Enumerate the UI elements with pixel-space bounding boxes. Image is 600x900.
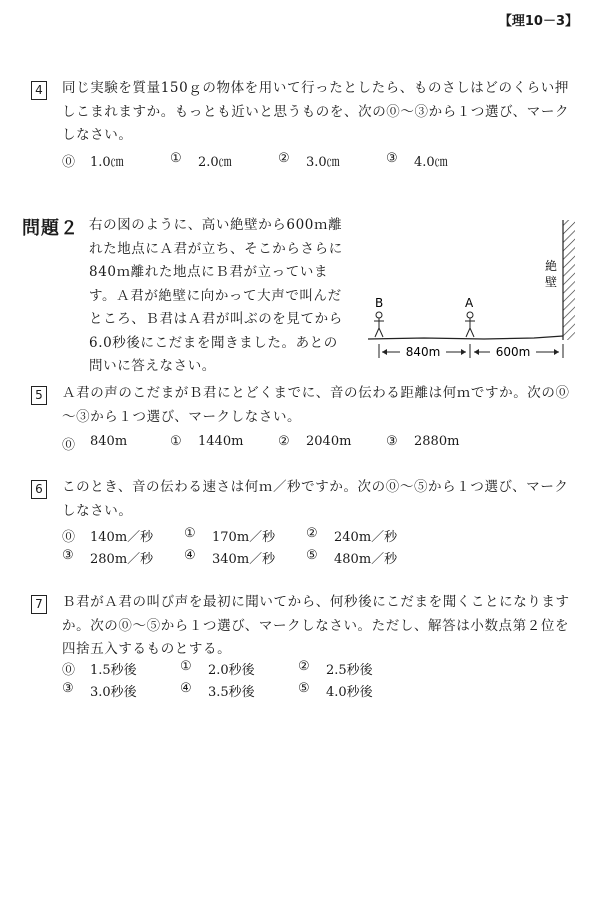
question-7-number: 7 [31,595,47,614]
choice-text: 840m [90,434,128,449]
choice[interactable] [62,548,184,570]
choice-number: ② [306,526,318,541]
choice-text: 4.0秒後 [326,685,373,700]
choice-text: 140m／秒 [90,530,154,545]
choice-number: ⓪ [62,663,76,678]
arrow-head [382,349,387,355]
choice-number: ② [298,659,310,674]
choice-text: 240m／秒 [334,530,398,545]
choice-text: 280m／秒 [90,552,154,567]
question-4-choices [62,151,494,173]
choice-number: ③ [62,681,74,696]
arrow-head [461,349,466,355]
choice[interactable] [62,151,170,173]
question-5-choices [62,434,494,456]
choice-text: 2880m [414,434,460,449]
person-b [374,312,384,337]
choice[interactable] [386,434,494,456]
question-5-text: Ａ君の声のこだまがＢ君にとどくまでに、音の伝わる距離は何ｍですか。次の⓪～③から１つ選び、マークしなさい。 [62,385,570,425]
arrow-head [554,349,559,355]
choice-text: 2.0㎝ [198,155,232,170]
choice-number: ③ [386,151,398,166]
question-4-text: 同じ実験を質量150ｇの物体を用いて行ったとしたら、ものさしはどのくらい押しこまれますか。もっとも近いと思うものを、次の⓪～③から１つ選び、マークしなさい。 [62,80,570,143]
choice[interactable] [180,681,298,703]
choice-text: 2040m [306,434,352,449]
arrow-head [474,349,479,355]
choice-number: ⓪ [62,155,76,170]
choice-text: 340m／秒 [212,552,276,567]
label-a: A [465,296,474,310]
choice-number: ③ [62,548,74,563]
question-6-text: このとき、音の伝わる速さは何ｍ／秒ですか。次の⓪～⑤から１つ選び、マークしなさい。 [62,479,569,519]
choice-number: ⑤ [306,548,318,563]
choice[interactable] [278,151,386,173]
ground-line [368,336,563,339]
choice-number: ④ [184,548,196,563]
choice-text: 1.5秒後 [90,663,137,678]
choice[interactable] [170,151,278,173]
choice-number: ⓪ [62,530,76,545]
choice-number: ① [184,526,196,541]
cliff-diagram [364,212,586,372]
choice-text: 170m／秒 [212,530,276,545]
choice[interactable] [170,434,278,456]
choice[interactable] [306,526,428,548]
choice[interactable] [180,659,298,681]
question-6-number: 6 [31,480,47,499]
choice-text: 1440m [198,434,244,449]
choice-number: ⓪ [62,438,76,453]
choice[interactable] [62,526,184,548]
choice-text: 2.5秒後 [326,663,373,678]
label-b: B [375,296,384,310]
choice[interactable] [62,659,180,681]
choice-number: ② [278,151,290,166]
choice[interactable] [62,681,180,703]
cliff-label-1: 絶 [545,259,558,273]
choice-text: 4.0㎝ [414,155,448,170]
choice-text: 480m／秒 [334,552,398,567]
cliff-label-2: 壁 [545,275,558,289]
choice-number: ③ [386,434,398,449]
distance-b-a: 840m [405,345,441,359]
choice[interactable] [386,151,494,173]
distance-a-cliff: 600m [495,345,531,359]
choice-number: ① [180,659,192,674]
choice-text: 3.5秒後 [208,685,255,700]
choice-number: ⑤ [298,681,310,696]
choice[interactable] [298,681,416,703]
choice-text: 3.0秒後 [90,685,137,700]
choice[interactable] [184,526,306,548]
choice[interactable] [62,434,170,456]
question-6-choices [62,526,428,570]
question-7-choices [62,659,416,703]
page-tag: 【理10－3】 [498,14,578,29]
choice-number: ④ [180,681,192,696]
choice[interactable] [298,659,416,681]
section-2-label: 問題２ [22,218,79,239]
question-4-number: 4 [31,81,47,100]
choice-number: ② [278,434,290,449]
choice[interactable] [306,548,428,570]
question-7-text: Ｂ君がＡ君の叫び声を最初に聞いてから、何秒後にこだまを聞くことになりますか。次の⓪～⑤から１つ選び、マークしなさい。ただし、解答は小数点第２位を四捨五入するものとする。 [62,594,570,657]
section-2-intro: 右の図のように、高い絶壁から600ｍ離れた地点にＡ君が立ち、そこからさらに840ｍ離れた地点にＢ君が立っています。Ａ君が絶壁に向かって大声で叫んだところ、Ｂ君はＡ君が叫ぶのを見てから6.0秒後にこだまを聞きました。あとの問いに答えなさい。 [89,217,343,374]
choice[interactable] [278,434,386,456]
choice[interactable] [184,548,306,570]
cliff [563,220,575,340]
person-a [465,312,475,337]
choice-number: ① [170,151,182,166]
question-5-number: 5 [31,386,47,405]
choice-number: ① [170,434,182,449]
choice-text: 3.0㎝ [306,155,340,170]
choice-text: 2.0秒後 [208,663,255,678]
choice-text: 1.0㎝ [90,155,124,170]
